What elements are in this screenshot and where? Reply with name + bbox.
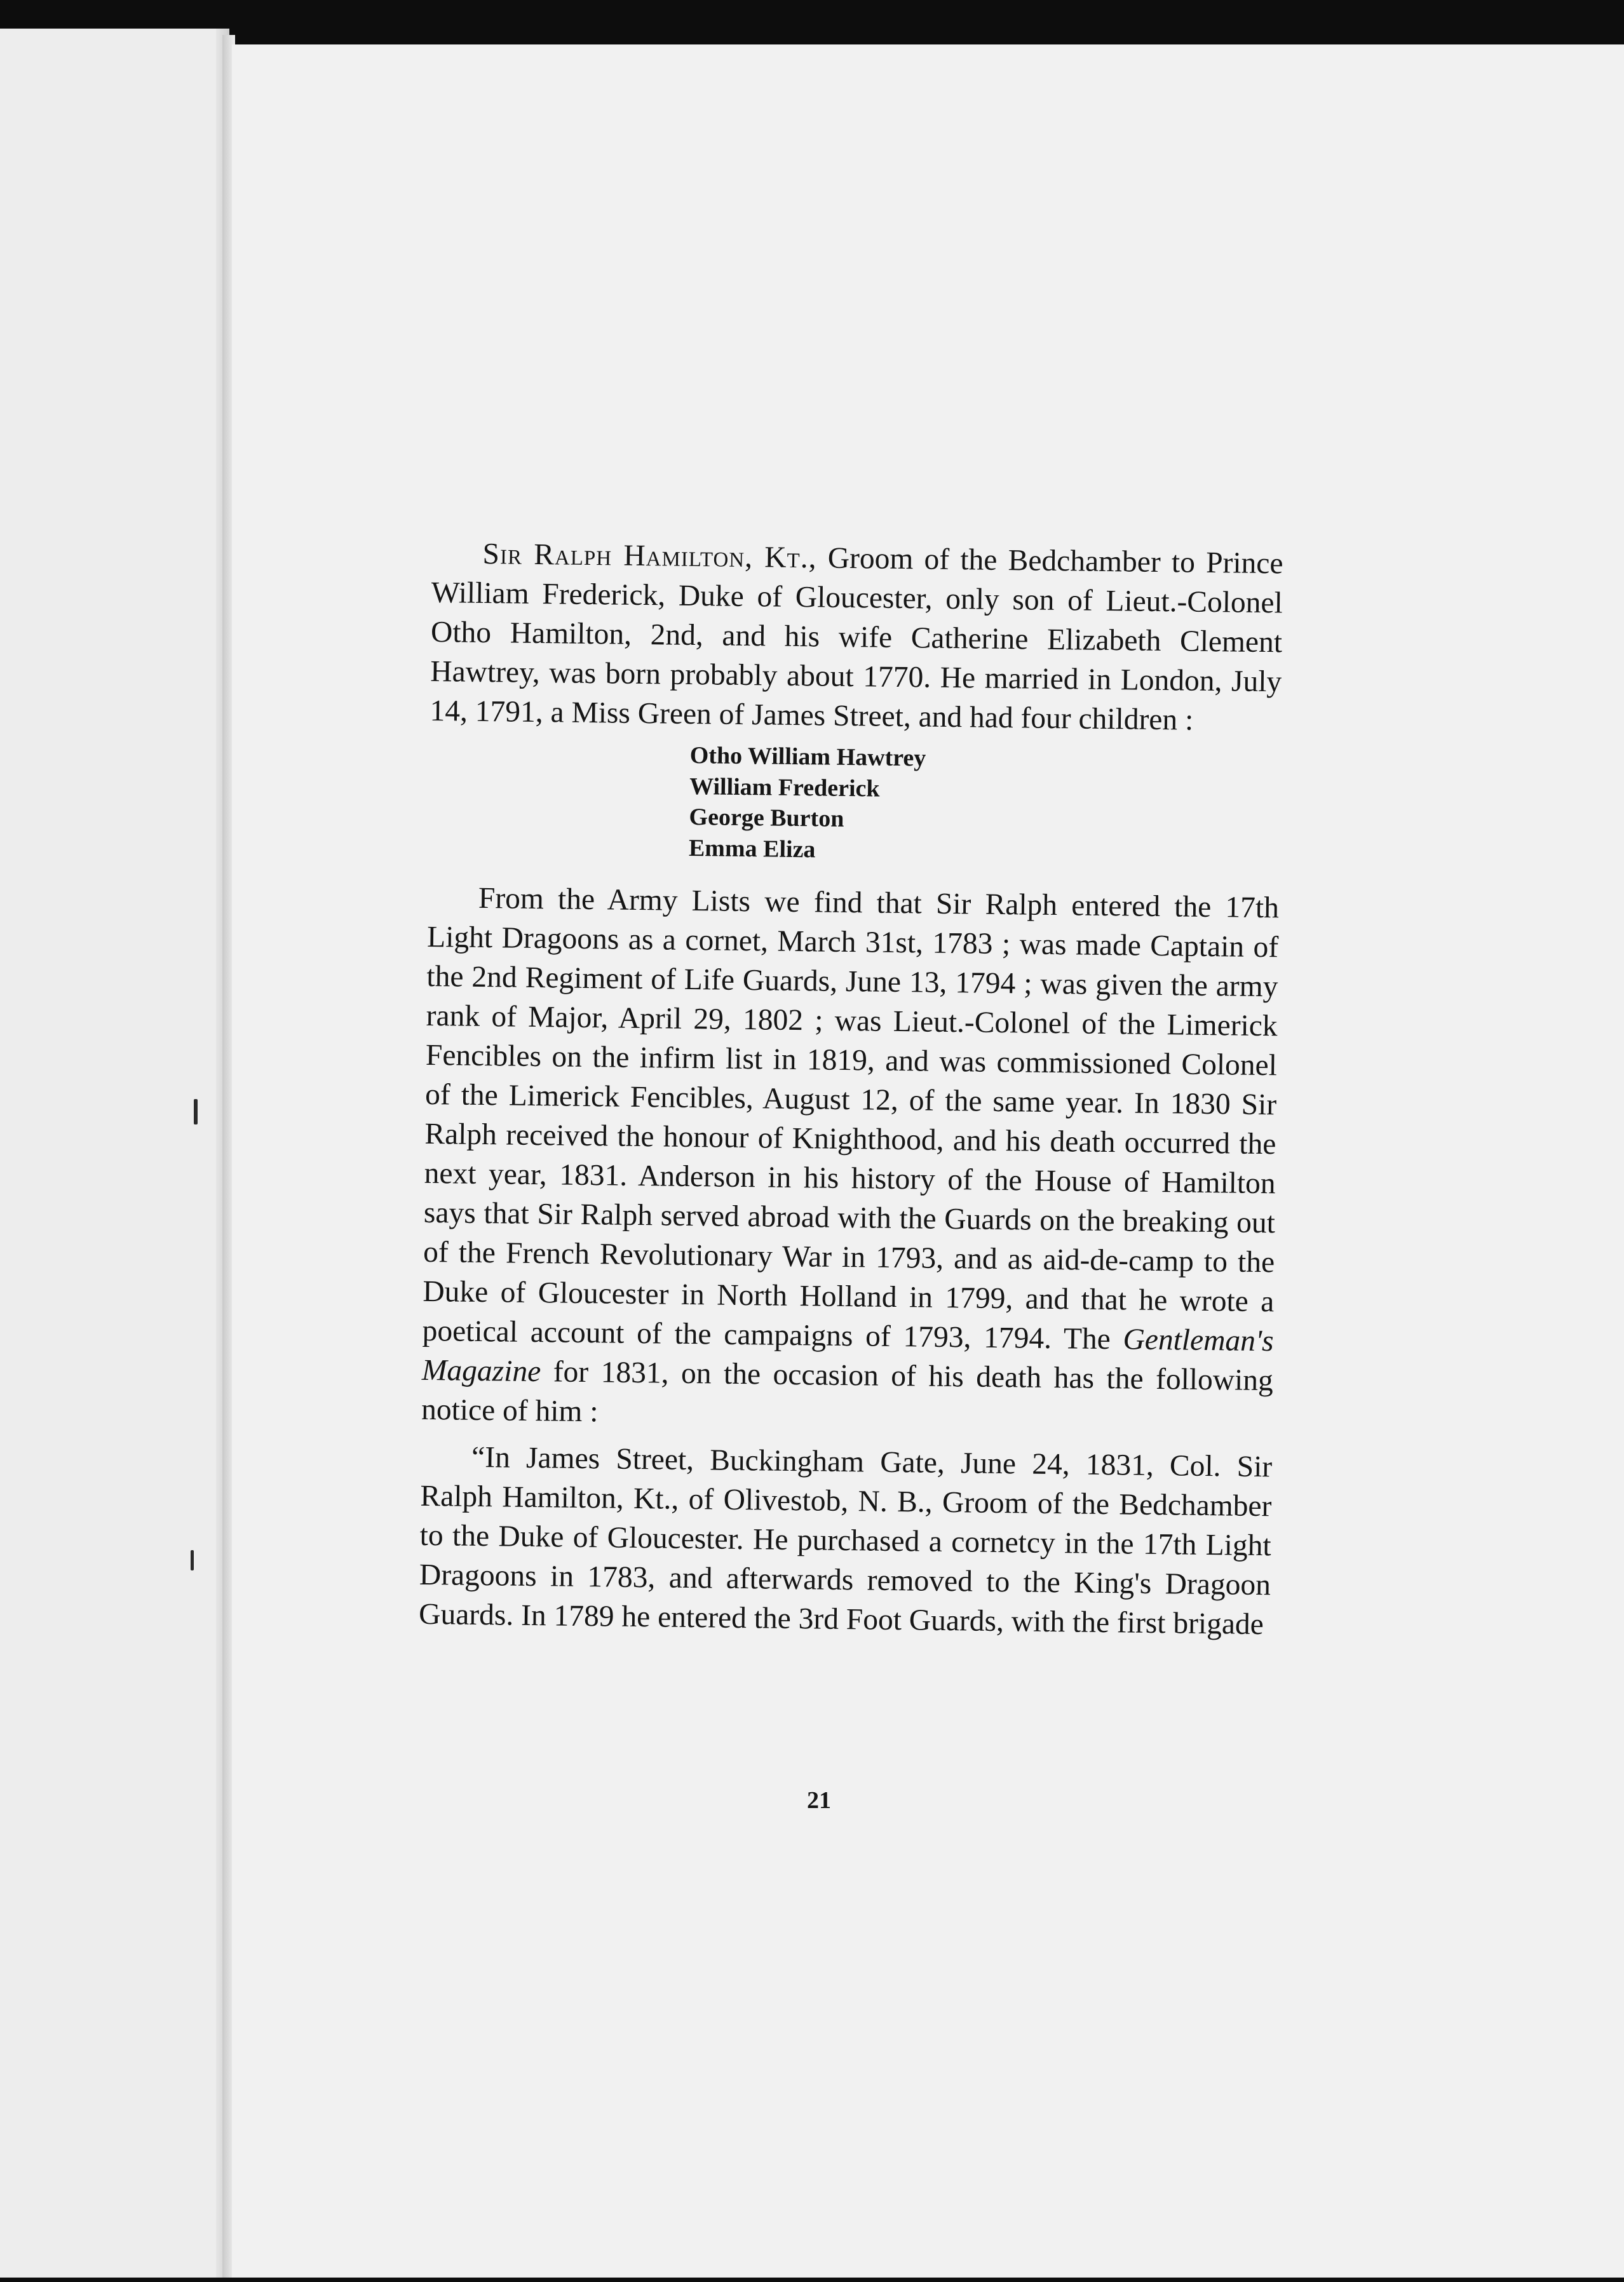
list-item: Otho William Hawtrey (689, 741, 926, 772)
binding-mark-bottom (191, 1550, 194, 1570)
paragraph-sir-ralph-intro (430, 534, 1283, 741)
paragraph-text: From the Army Lists we find that Sir Ralph entered the 17th Light Dragoons as a cornet, March 31st, 1783 ; was made Captain of the 2nd Regiment of Life Guards, June 13, 1794 ; was given the army rank of Major, April 29, 1802 ; was Lieut.-Colonel of the Limerick Fencibles on the infirm list in 1819, and was commissioned Colonel of the Limerick Fencibles, August 12, of the same year. In 1830 Sir Ralph received the honour of Knighthood, and his death occurred the next year, 1831. Anderson in his history of the House of Hamilton says that Sir Ralph served abroad with the Guards on the breaking out of the French Revolutionary War in 1793, and as aid-de-camp to the Duke of Gloucester in North Holland in 1799, and that he wrote a poetical account of the campaigns of 1793, 1794. The (422, 881, 1280, 1356)
paragraph-text: for 1831, on the occasion of his death has the following notice of him : (421, 1355, 1274, 1429)
list-item: Emma Eliza (688, 834, 816, 863)
lead-name: Sir Ralph Hamilton, Kt., (482, 537, 817, 575)
left-facing-page (0, 29, 229, 2278)
children-list (689, 740, 1281, 870)
paragraph-army-lists (421, 878, 1280, 1440)
page-text-block (419, 534, 1283, 1644)
list-item: William Frederick (689, 773, 880, 802)
page-number: 21 (807, 1787, 831, 1814)
paragraph-obituary-quote: “In James Street, Buckingham Gate, June 24, 1831, Col. Sir Ralph Hamilton, Kt., of Olivestob, N. B., Groom of the Bedchamber to the Duke of Gloucester. He purchased a cornetcy in the 17th Light Dragoons in 1783, and afterwards removed to the King's Dragoon Guards. In 1789 he entered the 3rd Foot Guards, with the first brigade (418, 1440, 1273, 1642)
paragraph-text: Groom of the Bedchamber to Prince William Frederick, Duke of Gloucester, only son of Lieut.-Colonel Otho Hamilton, 2nd, and his wife Catherine Elizabeth Clement Hawtrey, was born probably about 1770. He married in London, July 14, 1791, a Miss Green of James Street, and had four children : (430, 541, 1283, 737)
binding-mark-top (194, 1099, 198, 1124)
list-item: George Burton (689, 803, 844, 832)
magazine-title: Gentleman's Magazine (421, 1323, 1274, 1389)
